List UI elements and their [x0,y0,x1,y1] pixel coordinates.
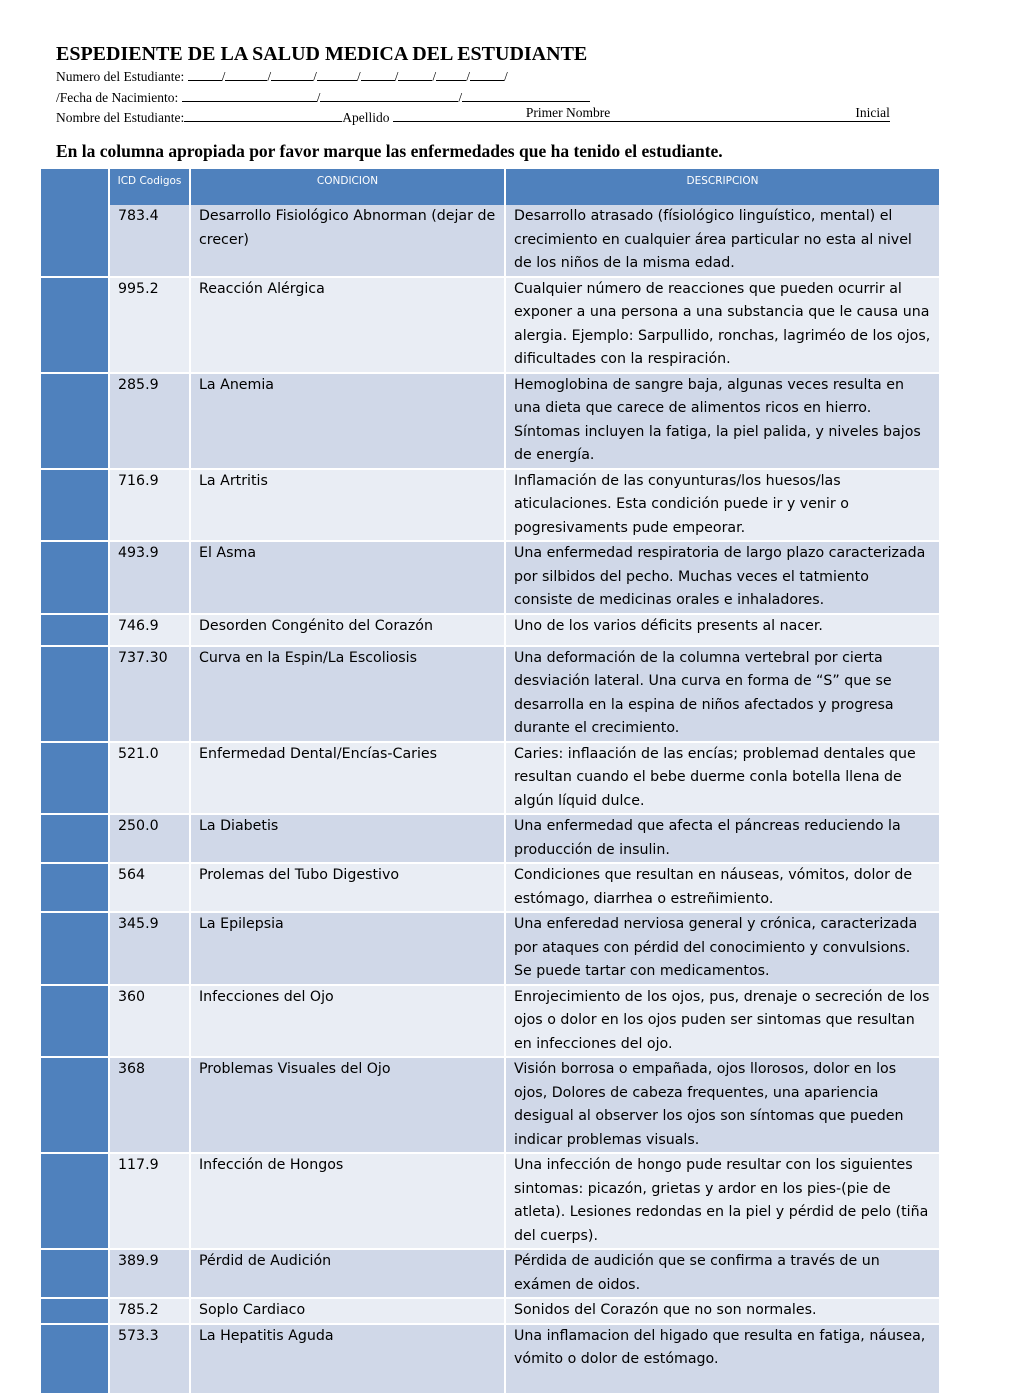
table-row [41,1298,940,1324]
icd-code-cell: 716.9 [109,469,190,542]
table-header-row [41,169,940,205]
description-cell: Uno de los varios déficits presents al nacer. [505,614,940,646]
check-cell[interactable] [41,863,109,912]
description-cell: Enrojecimiento de los ojos, pus, drenaje o secreción de los ojos o dolor en los ojos puden ser sintomas que resultan en infecciones del ojo. [505,985,940,1058]
condition-cell: La Anemia [190,373,505,469]
condition-cell: Reacción Alérgica [190,277,505,373]
last-name-field[interactable] [184,107,342,122]
student-name-label: Nombre del Estudiante: [56,110,185,125]
description-cell: Visión borrosa o empañada, ojos llorosos, dolor en los ojos, Dolores de cabeza frequentes, una apariencia desigual al observer los ojos son síntomas que pueden indicar problemas visuals. [505,1057,940,1153]
icd-code-cell: 746.9 [109,614,190,646]
table-row [41,814,940,863]
icd-code-cell: 493.9 [109,541,190,614]
description-cell: Una enfermedad respiratoria de largo plazo caracterizada por silbidos del pecho. Muchas veces el tatmiento consiste de medicinas orales e inhaladores. [505,541,940,614]
table-row [41,1153,940,1249]
table-row [41,646,940,742]
check-cell[interactable] [41,1249,109,1298]
document-title: ESPEDIENTE DE LA SALUD MEDICA DEL ESTUDIANTE [56,43,588,65]
table-row [41,373,940,469]
description-cell: Una inflamacion del higado que resulta en fatiga, náusea, vómito o dolor de estómago. [505,1324,940,1394]
condition-cell: Infección de Hongos [190,1153,505,1249]
icd-code-column-header: ICD Codigos [109,169,190,205]
description-cell: Cualquier número de reacciones que pueden ocurrir al exponer a una persona a una substancia que le causa una alergia. Ejemplo: Sarpullido, ronchas, lagriméo de los ojos, dificultades con la respiración. [505,277,940,373]
description-cell: Hemoglobina de sangre baja, algunas veces resulta en una dieta que carece de alimentos ricos en hierro. Síntomas incluyen la fatiga, la piel palida, y niveles bajos de energía. [505,373,940,469]
check-cell[interactable] [41,912,109,985]
instruction-text: En la columna apropiada por favor marque las enfermedades que ha tenido el estudiante. [56,141,723,161]
description-cell: Una deformación de la columna vertebral por cierta desviación lateral. Una curva en forma de “S” que se desarrolla en la espina de niños afectados y progresa durante el crecimiento. [505,646,940,742]
condition-cell: Soplo Cardiaco [190,1298,505,1324]
icd-code-cell: 250.0 [109,814,190,863]
initial-label: Inicial [855,105,890,120]
table-row [41,614,940,646]
conditions-table [41,169,941,1395]
icd-code-cell: 521.0 [109,742,190,815]
icd-code-cell: 573.3 [109,1324,190,1394]
table-row [41,205,940,277]
check-cell[interactable] [41,985,109,1058]
table-row [41,912,940,985]
icd-code-cell: 785.2 [109,1298,190,1324]
description-cell: Una enfermedad que afecta el páncreas reduciendo la producción de insulin. [505,814,940,863]
description-cell: Una enferedad nerviosa general y crónica, caracterizada por ataques con pérdid del conocimiento y convulsions. Se puede tartar con medicamentos. [505,912,940,985]
description-cell: Desarrollo atrasado (físiológico linguístico, mental) el crecimiento en cualquier área particular no esta al nivel de los niños de la misma edad. [505,205,940,277]
condition-cell: El Asma [190,541,505,614]
table-row [41,1324,940,1394]
description-cell: Pérdida de audición que se confirma a través de un exámen de oidos. [505,1249,940,1298]
icd-code-cell: 360 [109,985,190,1058]
icd-code-cell: 285.9 [109,373,190,469]
form-header [56,42,936,125]
condition-cell: La Hepatitis Aguda [190,1324,505,1394]
description-cell: Caries: inflaación de las encías; problemad dentales que resultan cuando el bebe duerme conla botella llena de algún líquid dulce. [505,742,940,815]
condition-cell: Curva en la Espin/La Escoliosis [190,646,505,742]
table-row [41,1057,940,1153]
description-cell: Una infección de hongo pude resultar con los siguientes sintomas: picazón, grietas y ardor en los pies-(pie de atleta). Lesiones redondas en la piel y pérdid de pelo (tiña del cuerps). [505,1153,940,1249]
condition-cell: La Artritis [190,469,505,542]
icd-code-cell: 345.9 [109,912,190,985]
student-number-label: Numero del Estudiante: [56,69,185,84]
condition-cell: Problemas Visuales del Ojo [190,1057,505,1153]
check-cell[interactable] [41,614,109,646]
description-column-header: DESCRIPCION [505,169,940,205]
description-cell: Inflamación de las conyunturas/los huesos/las aticulaciones. Esta condición puede ir y venir o pogresivaments pude empeorar. [505,469,940,542]
table-row [41,541,940,614]
icd-code-cell: 564 [109,863,190,912]
birthdate-line [56,87,936,108]
condition-cell: Desarrollo Fisiológico Abnorman (dejar de crecer) [190,205,505,277]
check-cell[interactable] [41,742,109,815]
check-cell[interactable] [41,1324,109,1394]
table-row [41,469,940,542]
icd-code-cell: 783.4 [109,205,190,277]
check-cell[interactable] [41,646,109,742]
description-cell: Sonidos del Corazón que no son normales. [505,1298,940,1324]
icd-code-cell: 737.30 [109,646,190,742]
check-cell[interactable] [41,205,109,277]
table-row [41,985,940,1058]
check-cell[interactable] [41,1298,109,1324]
student-name-line [56,107,936,125]
check-cell[interactable] [41,469,109,542]
table-row [41,1249,940,1298]
condition-cell: Pérdid de Audición [190,1249,505,1298]
birthdate-field[interactable]: / / [182,90,591,105]
first-name-label: Primer Nombre [525,105,611,120]
icd-code-cell: 117.9 [109,1153,190,1249]
table-row [41,863,940,912]
table-row [41,277,940,373]
last-name-label: Apellido [342,110,390,125]
icd-code-cell: 368 [109,1057,190,1153]
condition-cell: Desorden Congénito del Corazón [190,614,505,646]
table-row [41,742,940,815]
check-cell[interactable] [41,1057,109,1153]
check-column-header [41,169,109,205]
condition-cell: Infecciones del Ojo [190,985,505,1058]
student-number-field[interactable]: / / / / / / / / [188,69,508,84]
condition-column-header: CONDICION [190,169,505,205]
student-number-line [56,66,936,87]
birthdate-label: /Fecha de Nacimiento: [56,89,179,105]
condition-cell: La Diabetis [190,814,505,863]
check-cell[interactable] [41,1153,109,1249]
first-name-field[interactable] [393,107,890,122]
condition-cell: Enfermedad Dental/Encías-Caries [190,742,505,815]
icd-code-cell: 389.9 [109,1249,190,1298]
check-cell[interactable] [41,814,109,863]
description-cell: Condiciones que resultan en náuseas, vómitos, dolor de estómago, diarrhea o estreñimiento. [505,863,940,912]
check-cell[interactable] [41,277,109,373]
check-cell[interactable] [41,541,109,614]
check-cell[interactable] [41,373,109,469]
icd-code-cell: 995.2 [109,277,190,373]
condition-cell: Prolemas del Tubo Digestivo [190,863,505,912]
condition-cell: La Epilepsia [190,912,505,985]
